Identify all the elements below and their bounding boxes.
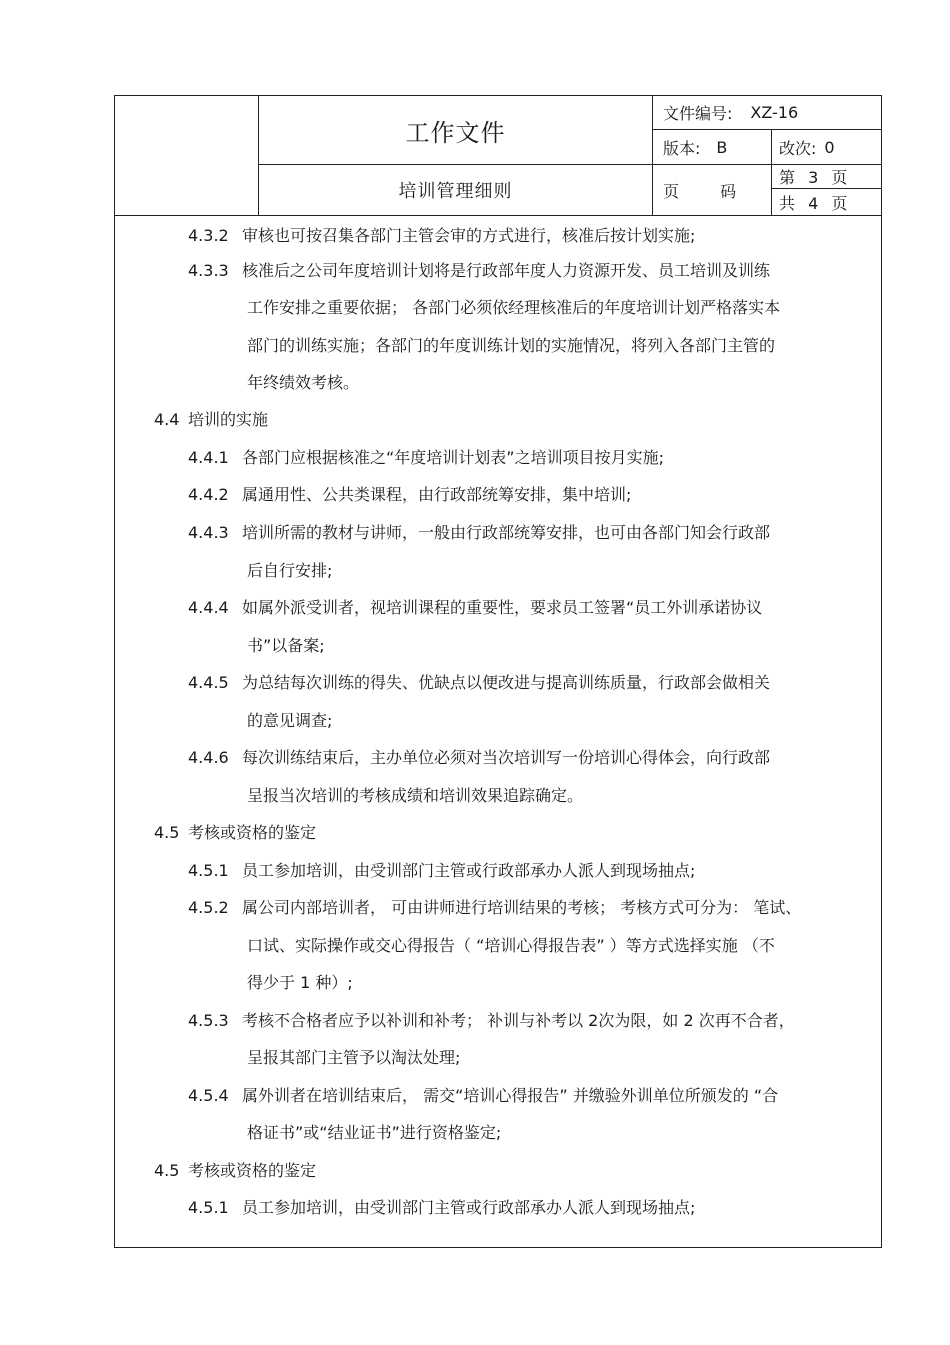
paragraph-text: 属外训者在培训结束后， 需交“培训心得报告” 并缴验外训单位所颁发的 “合 bbox=[242, 1086, 779, 1105]
header-divider bbox=[652, 96, 653, 215]
section-number: 4.5.3 bbox=[188, 1011, 229, 1030]
paragraph-text: 培训所需的教材与讲师，一般由行政部统筹安排，也可由各部门知会行政部 bbox=[242, 523, 771, 542]
paragraph-line bbox=[188, 598, 762, 618]
paragraph-text: 呈报其部门主管予以淘汰处理; bbox=[247, 1048, 461, 1067]
paragraph-continuation bbox=[247, 786, 583, 806]
section-number: 4.5.1 bbox=[188, 1198, 229, 1217]
paragraph-line bbox=[188, 673, 770, 693]
paragraph-continuation bbox=[247, 336, 775, 356]
section-number: 4.5 bbox=[154, 1161, 180, 1180]
paragraph-continuation bbox=[247, 936, 775, 956]
section-number: 4.4.4 bbox=[188, 598, 229, 617]
paragraph-continuation bbox=[247, 636, 325, 656]
paragraph-text: 部门的训练实施；各部门的年度训练计划的实施情况，将列入各部门主管的 bbox=[247, 336, 776, 355]
paragraph-line bbox=[154, 1161, 316, 1181]
paragraph-text: 年终绩效考核。 bbox=[247, 373, 360, 392]
paragraph-text: 核准后之公司年度培训计划将是行政部年度人力资源开发、员工培训及训练 bbox=[242, 261, 771, 280]
paragraph-text: 考核或资格的鉴定 bbox=[188, 1161, 317, 1180]
document-subtitle: 培训管理细则 bbox=[398, 181, 513, 202]
paragraph-continuation bbox=[247, 561, 332, 581]
doc-number bbox=[663, 96, 798, 129]
paragraph-line bbox=[188, 485, 631, 505]
page-total: 共 4 页 bbox=[779, 193, 848, 213]
doc-number-label: 文件编号: bbox=[663, 104, 733, 123]
page-label: 页 码 bbox=[663, 181, 737, 201]
revision-label: 改次: bbox=[779, 138, 817, 158]
paragraph-text: 每次训练结束后，主办单位必须对当次培训写一份培训心得体会，向行政部 bbox=[242, 748, 771, 767]
header-divider bbox=[771, 130, 772, 215]
paragraph-text: 员工参加培训，由受训部门主管或行政部承办人派人到现场抽点; bbox=[242, 1198, 696, 1217]
section-number: 4.4.1 bbox=[188, 448, 229, 467]
page-title: 工作文件 bbox=[405, 118, 506, 147]
paragraph-line bbox=[188, 861, 695, 881]
section-number: 4.3.3 bbox=[188, 261, 229, 280]
paragraph-text: 各部门应根据核准之“年度培训计划表”之培训项目按月实施; bbox=[242, 448, 664, 467]
paragraph-text: 格证书”或“结业证书”进行资格鉴定; bbox=[247, 1123, 502, 1142]
paragraph-line bbox=[154, 823, 316, 843]
section-number: 4.5.4 bbox=[188, 1086, 229, 1105]
paragraph-text: 培训的实施 bbox=[188, 410, 269, 429]
paragraph-text: 的意见调查; bbox=[247, 711, 333, 730]
version-label: 版本: bbox=[663, 138, 701, 158]
revision bbox=[779, 130, 835, 164]
paragraph-text: 如属外派受训者，视培训课程的重要性，要求员工签署“员工外训承诺协议 bbox=[242, 598, 763, 617]
paragraph-continuation bbox=[247, 1048, 460, 1068]
section-number: 4.5.1 bbox=[188, 861, 229, 880]
document-frame bbox=[114, 95, 882, 1248]
paragraph-line bbox=[188, 748, 770, 768]
paragraph-text: 属公司内部培训者， 可由讲师进行培训结果的考核； 考核方式可分为： 笔试、 bbox=[242, 898, 802, 917]
paragraph-continuation bbox=[247, 298, 780, 318]
paragraph-line bbox=[188, 448, 664, 468]
section-number: 4.4.2 bbox=[188, 485, 229, 504]
paragraph-line bbox=[188, 898, 801, 918]
section-number: 4.3.2 bbox=[188, 226, 229, 245]
paragraph-line bbox=[188, 226, 695, 246]
section-number: 4.4.3 bbox=[188, 523, 229, 542]
version-value: B bbox=[716, 137, 728, 157]
paragraph-text: 考核或资格的鉴定 bbox=[188, 823, 317, 842]
section-number: 4.4 bbox=[154, 410, 180, 429]
section-number: 4.4.5 bbox=[188, 673, 229, 692]
paragraph-text: 考核不合格者应予以补训和补考； 补训与补考以 2次为限，如 2 次再不合者， bbox=[242, 1011, 795, 1030]
revision-value: 0 bbox=[824, 137, 835, 157]
section-number: 4.4.6 bbox=[188, 748, 229, 767]
paragraph-line bbox=[188, 261, 770, 281]
paragraph-line bbox=[188, 1011, 795, 1031]
paragraph-text: 呈报当次培训的考核成绩和培训效果追踪确定。 bbox=[247, 786, 584, 805]
paragraph-text: 审核也可按召集各部门主管会审的方式进行，核准后按计划实施; bbox=[242, 226, 696, 245]
section-number: 4.5.2 bbox=[188, 898, 229, 917]
paragraph-line bbox=[188, 523, 770, 543]
paragraph-continuation bbox=[247, 373, 359, 393]
paragraph-line bbox=[154, 410, 268, 430]
paragraph-text: 属通用性、公共类课程，由行政部统筹安排，集中培训; bbox=[242, 485, 632, 504]
paragraph-text: 为总结每次训练的得失、优缺点以便改进与提高训练质量，行政部会做相关 bbox=[242, 673, 771, 692]
doc-number-value: XZ-16 bbox=[750, 103, 799, 122]
paragraph-text: 后自行安排; bbox=[247, 561, 333, 580]
document-header bbox=[115, 96, 881, 216]
version bbox=[663, 130, 727, 164]
section-number: 4.5 bbox=[154, 823, 180, 842]
paragraph-continuation bbox=[247, 711, 332, 731]
paragraph-text: 员工参加培训，由受训部门主管或行政部承办人派人到现场抽点; bbox=[242, 861, 696, 880]
paragraph-text: 书”以备案; bbox=[247, 636, 325, 655]
page-current: 第 3 页 bbox=[779, 167, 848, 187]
paragraph-text: 得少于 1 种）; bbox=[247, 973, 353, 992]
paragraph-text: 工作安排之重要依据； 各部门必须依经理核准后的年度培训计划严格落实本 bbox=[247, 298, 781, 317]
paragraph-line bbox=[188, 1198, 695, 1218]
paragraph-text: 口试、实际操作或交心得报告（ “培训心得报告表” ）等方式选择实施 （不 bbox=[247, 936, 775, 955]
paragraph-continuation bbox=[247, 973, 353, 993]
paragraph-continuation bbox=[247, 1123, 501, 1143]
paragraph-line bbox=[188, 1086, 778, 1106]
